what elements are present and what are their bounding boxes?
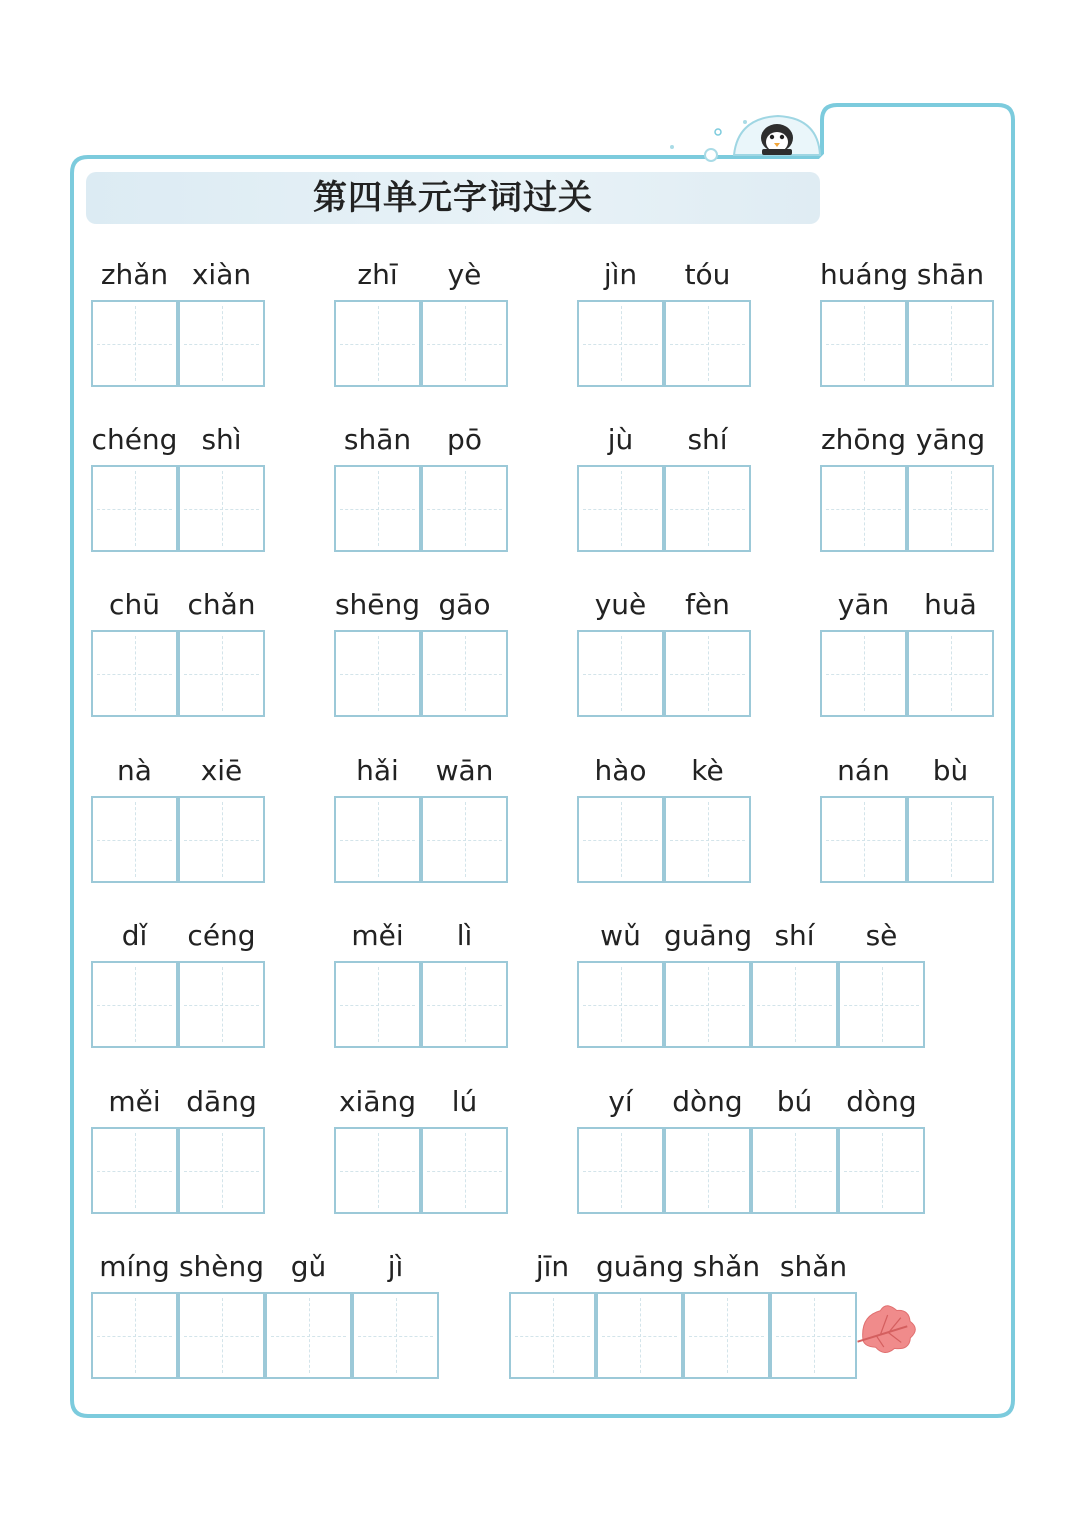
pinyin-label: lì	[456, 919, 473, 952]
pinyin-label: yān	[837, 588, 890, 621]
word-group	[334, 1085, 508, 1214]
pinyin-label: guāng	[596, 1250, 685, 1283]
writing-box	[421, 300, 508, 387]
writing-box	[421, 796, 508, 883]
pinyin-label: shǎn	[779, 1250, 848, 1283]
writing-box	[334, 630, 421, 717]
writing-box	[334, 300, 421, 387]
pinyin-label: xiē	[200, 754, 243, 787]
word-group	[820, 423, 994, 552]
pinyin-label: shì	[201, 423, 242, 456]
pinyin-label: shān	[916, 258, 985, 291]
writing-box	[770, 1292, 857, 1379]
pinyin-label: fèn	[685, 588, 730, 621]
writing-box	[334, 796, 421, 883]
writing-box	[334, 465, 421, 552]
pinyin-label: zhǎn	[100, 258, 169, 291]
pinyin-label: měi	[108, 1085, 161, 1118]
word-group	[91, 1085, 265, 1214]
pinyin-label: yè	[447, 258, 482, 291]
writing-box	[751, 1127, 838, 1214]
word-group	[820, 258, 994, 387]
pinyin-label: jìn	[603, 258, 638, 291]
pinyin-label: xiāng	[338, 1085, 417, 1118]
writing-box	[820, 465, 907, 552]
word-group	[91, 1250, 439, 1379]
pinyin-label: wǔ	[600, 919, 641, 952]
pinyin-label: bù	[932, 754, 969, 787]
writing-box	[178, 465, 265, 552]
word-group	[577, 919, 925, 1048]
pinyin-label: dǐ	[121, 919, 148, 952]
pinyin-label: chéng	[91, 423, 178, 456]
writing-box	[596, 1292, 683, 1379]
writing-box	[577, 1127, 664, 1214]
writing-box	[577, 796, 664, 883]
word-group	[577, 423, 751, 552]
writing-box	[178, 630, 265, 717]
pinyin-label: jīn	[535, 1250, 570, 1283]
pinyin-label: chū	[109, 588, 160, 621]
pinyin-label: nán	[837, 754, 890, 787]
pinyin-label: tóu	[684, 258, 731, 291]
word-group	[577, 1085, 925, 1214]
pinyin-label: nà	[117, 754, 152, 787]
word-group	[577, 754, 751, 883]
writing-box	[178, 300, 265, 387]
writing-box	[820, 796, 907, 883]
writing-box	[838, 961, 925, 1048]
pinyin-label: jù	[607, 423, 634, 456]
word-group	[334, 423, 508, 552]
writing-box	[509, 1292, 596, 1379]
word-group	[91, 754, 265, 883]
pinyin-label: xiàn	[191, 258, 252, 291]
pinyin-label: pō	[447, 423, 482, 456]
pinyin-label: huáng	[820, 258, 909, 291]
pinyin-label: yuè	[594, 588, 647, 621]
pinyin-label: měi	[351, 919, 404, 952]
writing-box	[577, 630, 664, 717]
writing-box	[907, 465, 994, 552]
pinyin-label: shēng	[334, 588, 421, 621]
leaf-icon	[851, 1300, 920, 1359]
writing-box	[820, 630, 907, 717]
writing-box	[91, 961, 178, 1048]
word-group	[334, 258, 508, 387]
writing-box	[664, 961, 751, 1048]
writing-box	[352, 1292, 439, 1379]
writing-box	[907, 300, 994, 387]
writing-box	[334, 1127, 421, 1214]
writing-box	[820, 300, 907, 387]
writing-box	[907, 630, 994, 717]
writing-box	[664, 630, 751, 717]
writing-box	[91, 796, 178, 883]
pinyin-label: shǎn	[692, 1250, 761, 1283]
pinyin-label: shí	[687, 423, 728, 456]
pinyin-label: hào	[594, 754, 647, 787]
writing-box	[91, 630, 178, 717]
writing-box	[907, 796, 994, 883]
pinyin-label: gǔ	[290, 1250, 327, 1283]
writing-box	[265, 1292, 352, 1379]
pinyin-label: zhōng	[820, 423, 907, 456]
word-group	[577, 258, 751, 387]
pinyin-label: lú	[451, 1085, 478, 1118]
pinyin-label: céng	[187, 919, 256, 952]
pinyin-label: hǎi	[356, 754, 399, 787]
writing-box	[664, 1127, 751, 1214]
writing-box	[91, 1127, 178, 1214]
word-group	[820, 588, 994, 717]
writing-box	[334, 961, 421, 1048]
pinyin-label: dāng	[186, 1085, 257, 1118]
pinyin-label: shèng	[178, 1250, 265, 1283]
writing-box	[91, 300, 178, 387]
word-group	[820, 754, 994, 883]
writing-box	[664, 796, 751, 883]
pinyin-label: bú	[776, 1085, 813, 1118]
pinyin-label: huā	[924, 588, 977, 621]
writing-box	[178, 1127, 265, 1214]
writing-box	[421, 630, 508, 717]
writing-box	[91, 465, 178, 552]
word-group	[91, 588, 265, 717]
writing-box	[421, 465, 508, 552]
pinyin-label: sè	[865, 919, 898, 952]
writing-box	[838, 1127, 925, 1214]
writing-box	[577, 300, 664, 387]
pinyin-label: gāo	[438, 588, 491, 621]
pinyin-label: dòng	[846, 1085, 917, 1118]
pinyin-label: zhī	[357, 258, 398, 291]
writing-box	[664, 300, 751, 387]
word-group	[334, 754, 508, 883]
writing-box	[421, 961, 508, 1048]
writing-box	[178, 796, 265, 883]
writing-box	[178, 1292, 265, 1379]
writing-box	[577, 961, 664, 1048]
pinyin-label: jì	[387, 1250, 404, 1283]
word-group	[91, 423, 265, 552]
pinyin-label: dòng	[672, 1085, 743, 1118]
word-group	[577, 588, 751, 717]
writing-box	[683, 1292, 770, 1379]
word-group	[91, 258, 265, 387]
writing-box	[751, 961, 838, 1048]
word-group	[509, 1250, 857, 1379]
pinyin-label: shí	[774, 919, 815, 952]
pinyin-label: kè	[691, 754, 724, 787]
pinyin-label: wān	[435, 754, 494, 787]
word-group	[91, 919, 265, 1048]
pinyin-label: míng	[99, 1250, 170, 1283]
pinyin-label: yāng	[915, 423, 986, 456]
writing-box	[664, 465, 751, 552]
pinyin-label: yí	[608, 1085, 633, 1118]
pinyin-label: shān	[343, 423, 412, 456]
word-group	[334, 588, 508, 717]
word-group	[334, 919, 508, 1048]
pinyin-label: guāng	[664, 919, 753, 952]
page-title: 第四单元字词过关	[313, 178, 593, 218]
writing-box	[178, 961, 265, 1048]
writing-box	[91, 1292, 178, 1379]
writing-box	[421, 1127, 508, 1214]
writing-box	[577, 465, 664, 552]
pinyin-label: chǎn	[187, 588, 256, 621]
